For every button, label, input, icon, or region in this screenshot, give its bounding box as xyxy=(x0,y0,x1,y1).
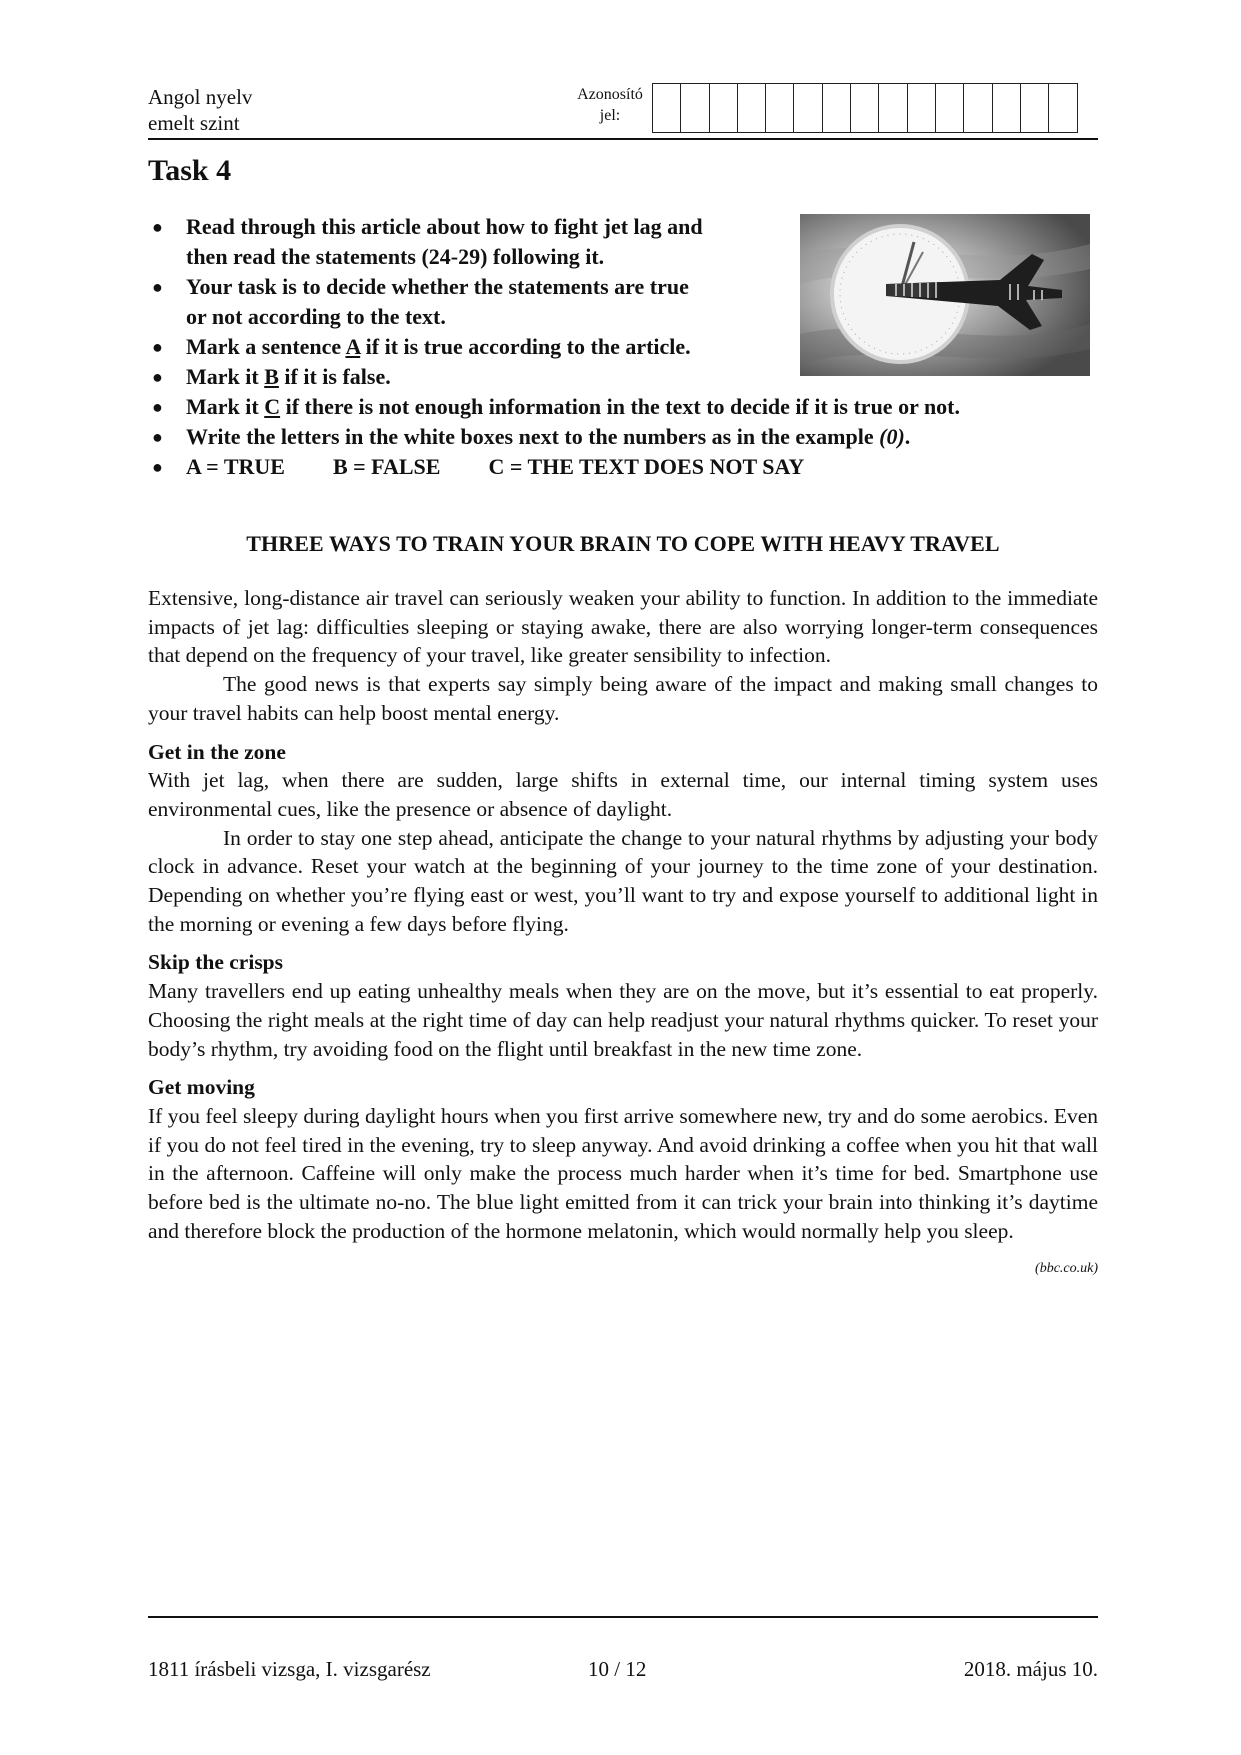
page-number: 10 / 12 xyxy=(588,1657,647,1681)
subject-line-2: emelt szint xyxy=(148,111,240,135)
instruction-item: ● Your task is to decide whether the statements are true or not according to the text. xyxy=(152,274,689,329)
article-body xyxy=(148,584,1098,1284)
instruction-item: ● Mark a sentence A if it is true according to the article. xyxy=(152,334,691,359)
article-paragraph: In order to stay one step ahead, anticipate the change to your natural rhythms by adjusting your body clock in advance. Reset your watch at the beginning of your journey to the time zone of your destination. Depending on whether you’re flying east or west, you’ll want to try and expose yourself to additional light in the morning or evening a few days before flying. xyxy=(148,825,1098,936)
key-true: A = TRUE xyxy=(186,454,285,479)
id-box[interactable] xyxy=(908,84,936,132)
page-footer xyxy=(148,1657,1098,1685)
id-label-line-2: jel: xyxy=(599,107,621,124)
article-title: THREE WAYS TO TRAIN YOUR BRAIN TO COPE WITH HEAVY TRAVEL xyxy=(246,531,1000,556)
instruction-item: ● Write the letters in the white boxes next to the numbers as in the example (0). xyxy=(152,424,911,449)
answer-key: ● A = TRUE B = FALSE C = THE TEXT DOES NOT SAY xyxy=(148,452,1098,482)
id-box[interactable] xyxy=(710,84,738,132)
section-heading: Get moving xyxy=(148,1075,255,1100)
id-label-line-1: Azonosító xyxy=(577,86,643,103)
subject-line-1: Angol nyelv xyxy=(148,85,253,109)
id-boxes[interactable] xyxy=(652,83,1078,133)
id-box[interactable] xyxy=(851,84,879,132)
section-heading: Get in the zone xyxy=(148,739,286,764)
article-paragraph: With jet lag, when there are sudden, large shifts in external time, our internal timing system uses environmental cues, like the presence or absence of daylight. xyxy=(148,768,1098,821)
id-box[interactable] xyxy=(1049,84,1077,132)
article-paragraph: Many travellers end up eating unhealthy meals when they are on the move, but it’s essential to eat properly. Choosing the right meals at the right time of day can help readjust your natural rhythms quicker. To reset your body’s rhythm, try avoiding food on the flight until breakfast in the new time zone. xyxy=(148,979,1098,1061)
footer-date: 2018. május 10. xyxy=(963,1657,1098,1681)
id-box[interactable] xyxy=(823,84,851,132)
id-box[interactable] xyxy=(766,84,794,132)
article-paragraph: If you feel sleepy during daylight hours when you first arrive somewhere new, try and do some aerobics. Even if you do not feel tired in the evening, try to sleep anyway. And avoid drinking a coffee when you hit that wall in the afternoon. Caffeine will only make the process much harder when it’s time for bed. Smartphone use before bed is the ultimate no-no. The blue light emitted from it can trick your brain into thinking it’s daytime and therefore block the production of the hormone melatonin, which would normally help you sleep. xyxy=(148,1103,1098,1243)
instruction-item: ● Mark it C if there is not enough information in the text to decide if it is true or not. xyxy=(152,394,960,419)
instruction-item: ● Read through this article about how to fight jet lag and then read the statements (24-29) following it. xyxy=(152,214,703,269)
footer-divider xyxy=(148,1616,1098,1618)
id-box[interactable] xyxy=(794,84,822,132)
clock-airplane-icon xyxy=(800,214,1090,376)
exam-page xyxy=(148,80,1098,1284)
id-box[interactable] xyxy=(879,84,907,132)
id-box[interactable] xyxy=(738,84,766,132)
page-header xyxy=(148,80,1098,140)
instructions xyxy=(148,212,1098,482)
task-title: Task 4 xyxy=(148,154,232,187)
article-source: (bbc.co.uk) xyxy=(1035,1261,1098,1277)
id-box[interactable] xyxy=(936,84,964,132)
article-paragraph: The good news is that experts say simply being aware of the impact and making small changes to your travel habits can help boost mental energy. xyxy=(148,672,1098,725)
id-box[interactable] xyxy=(964,84,992,132)
key-false: B = FALSE xyxy=(332,454,441,479)
footer-exam-label: 1811 írásbeli vizsga, I. vizsgarész xyxy=(148,1657,431,1681)
id-box[interactable] xyxy=(681,84,709,132)
id-box[interactable] xyxy=(993,84,1021,132)
instruction-item: ● Mark it B if it is false. xyxy=(152,364,391,389)
article-paragraph: Extensive, long-distance air travel can seriously weaken your ability to function. In addition to the immediate impacts of jet lag: difficulties sleeping or staying awake, there are also worrying longer-term consequences that depend on the frequency of your travel, like greater sensibility to infection. xyxy=(148,586,1098,668)
id-box[interactable] xyxy=(1021,84,1049,132)
key-not-say: C = THE TEXT DOES NOT SAY xyxy=(488,454,805,479)
id-label xyxy=(560,84,660,126)
id-box[interactable] xyxy=(653,84,681,132)
section-heading: Skip the crisps xyxy=(148,950,284,975)
subject-label xyxy=(148,84,252,136)
